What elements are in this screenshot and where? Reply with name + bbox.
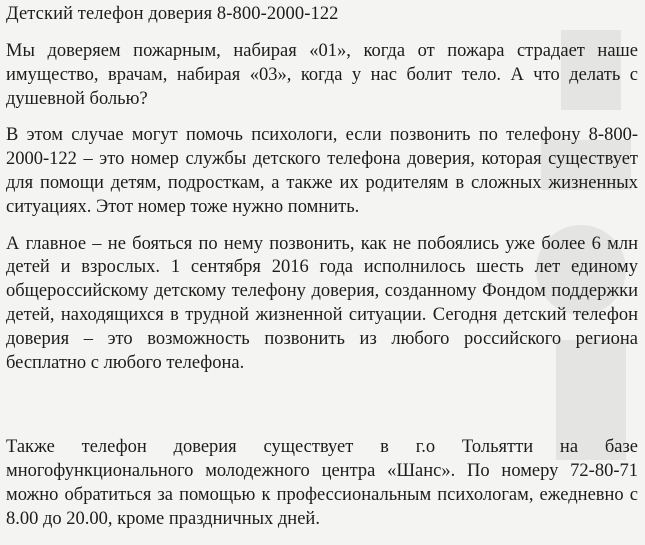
paragraph-3: А главное – не бояться по нему позвонить, как не побоялись уже более 6 млн детей и взрослых. 1 сентября 2016 года исполнилось шесть лет единому общероссийскому детскому телефону доверия, созданному Фондом поддержки детей, находящихся в трудной жизненной ситуации. Сегодня детский телефон доверия – это возможность позвонить из любого российского региона бесплатно с любого телефона.	[6, 233, 638, 373]
paragraph-gap	[6, 388, 638, 436]
paragraph-1: Мы доверяем пожарным, набирая «01», когда от пожара страдает наше имущество, врачам, набирая «03», когда у нас болит тело. А что делать с душевной болью?	[6, 41, 638, 109]
paragraph-4: Также телефон доверия существует в г.о Тольятти на базе многофункционального молодежного центра «Шанс». По номеру 72-80-71 можно обратиться за помощью к профессиональным психологам, ежедневно с 8.00 до 20.00, кроме праздничных дней.	[6, 437, 638, 529]
paragraph-2: В этом случае могут помочь психологи, если позвонить по телефону 8-800-2000-122 – это номер службы детского телефона доверия, которая существует для помощи детям, подросткам, а также их родителям в сложных жизненных ситуациях. Этот номер тоже нужно помнить.	[6, 125, 638, 217]
document-title: Детский телефон доверия 8-800-2000-122	[6, 4, 339, 24]
document	[6, 2, 638, 545]
